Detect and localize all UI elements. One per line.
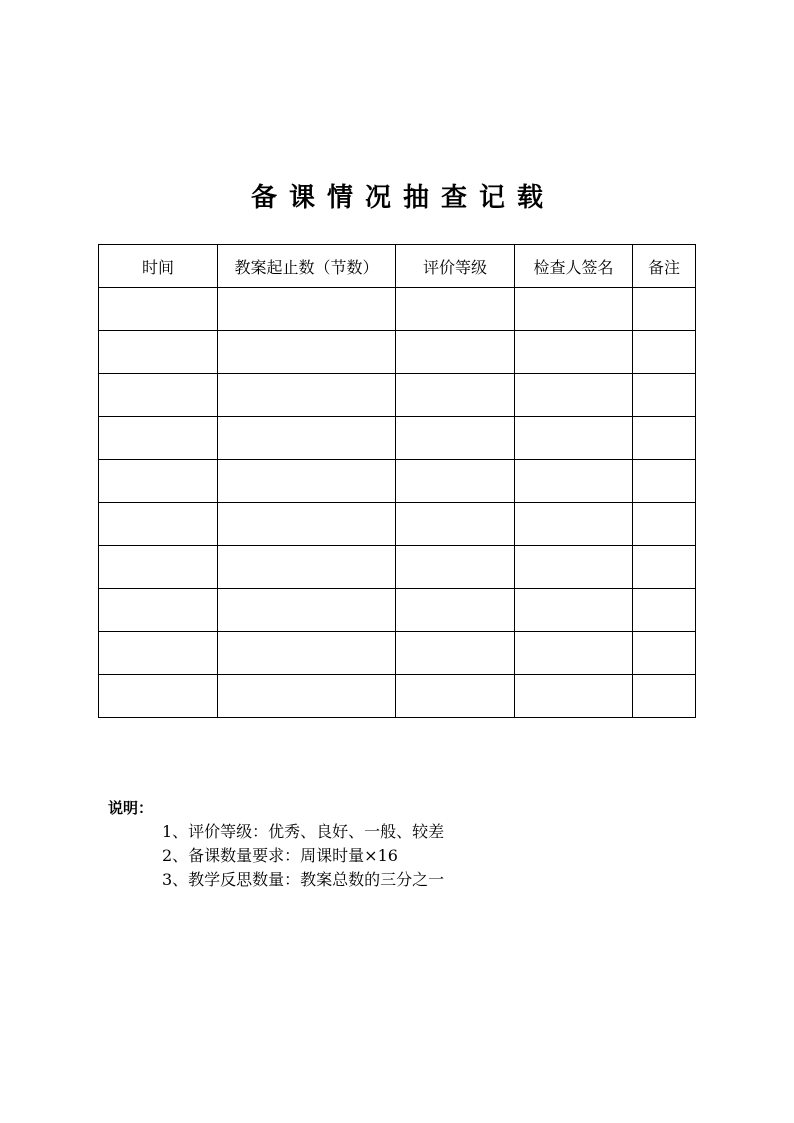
table-cell-lesson-plan-range (218, 460, 396, 503)
table-cell-time (99, 589, 218, 632)
table-row (99, 460, 696, 503)
table-row (99, 546, 696, 589)
table-cell-lesson-plan-range (218, 589, 396, 632)
table-cell-time (99, 503, 218, 546)
table-cell-evaluation-grade (396, 288, 515, 331)
table-row (99, 503, 696, 546)
table-cell-remarks (633, 546, 696, 589)
table-cell-inspector-signature (515, 374, 633, 417)
notes-item-quantity-requirement: 2、备课数量要求：周课时量×16 (162, 846, 398, 865)
table-cell-time (99, 632, 218, 675)
table-cell-inspector-signature (515, 417, 633, 460)
table-cell-time (99, 546, 218, 589)
table-cell-remarks (633, 417, 696, 460)
notes-label: 说明： (108, 799, 154, 817)
table-cell-evaluation-grade (396, 331, 515, 374)
table-cell-lesson-plan-range (218, 503, 396, 546)
table-row (99, 288, 696, 331)
table-cell-remarks (633, 503, 696, 546)
table-cell-lesson-plan-range (218, 546, 396, 589)
table-cell-time (99, 460, 218, 503)
table-cell-time (99, 417, 218, 460)
table-cell-evaluation-grade (396, 417, 515, 460)
table-cell-remarks (633, 632, 696, 675)
table-cell-time (99, 288, 218, 331)
table-cell-inspector-signature (515, 460, 633, 503)
notes-item-grading: 1、评价等级：优秀、良好、一般、较差 (162, 822, 445, 841)
table-cell-time (99, 331, 218, 374)
inspection-record-table (98, 244, 696, 718)
table-cell-inspector-signature (515, 589, 633, 632)
table-cell-lesson-plan-range (218, 632, 396, 675)
notes-item-reflection-quantity: 3、教学反思数量：教案总数的三分之一 (162, 870, 445, 889)
table-cell-inspector-signature (515, 288, 633, 331)
column-header-time: 时间 (99, 245, 218, 288)
notes-section (108, 796, 444, 892)
table-cell-remarks (633, 589, 696, 632)
table-row (99, 589, 696, 632)
table-cell-evaluation-grade (396, 589, 515, 632)
table-row (99, 331, 696, 374)
table-cell-evaluation-grade (396, 675, 515, 718)
table-cell-remarks (633, 374, 696, 417)
table-cell-inspector-signature (515, 546, 633, 589)
table-cell-evaluation-grade (396, 503, 515, 546)
table-cell-inspector-signature (515, 675, 633, 718)
table-row (99, 675, 696, 718)
table-cell-remarks (633, 331, 696, 374)
table-cell-inspector-signature (515, 632, 633, 675)
table-row (99, 417, 696, 460)
page-title: 备课情况抽查记载 (250, 183, 555, 213)
table-cell-remarks (633, 675, 696, 718)
table-cell-time (99, 374, 218, 417)
notes-list (108, 820, 444, 892)
table-cell-evaluation-grade (396, 374, 515, 417)
table-cell-lesson-plan-range (218, 417, 396, 460)
column-header-remarks: 备注 (633, 245, 696, 288)
table-row (99, 632, 696, 675)
table-cell-inspector-signature (515, 503, 633, 546)
column-header-lesson-plan-range: 教案起止数（节数） (218, 245, 396, 288)
table-row (99, 374, 696, 417)
table-cell-inspector-signature (515, 331, 633, 374)
table-cell-remarks (633, 288, 696, 331)
table-cell-remarks (633, 460, 696, 503)
table-cell-time (99, 675, 218, 718)
table-cell-lesson-plan-range (218, 288, 396, 331)
table-cell-lesson-plan-range (218, 374, 396, 417)
table-header-row (99, 245, 696, 288)
table-cell-evaluation-grade (396, 546, 515, 589)
column-header-evaluation-grade: 评价等级 (396, 245, 515, 288)
table-cell-lesson-plan-range (218, 331, 396, 374)
table-cell-evaluation-grade (396, 460, 515, 503)
table-cell-lesson-plan-range (218, 675, 396, 718)
column-header-inspector-signature: 检查人签名 (515, 245, 633, 288)
table-cell-evaluation-grade (396, 632, 515, 675)
